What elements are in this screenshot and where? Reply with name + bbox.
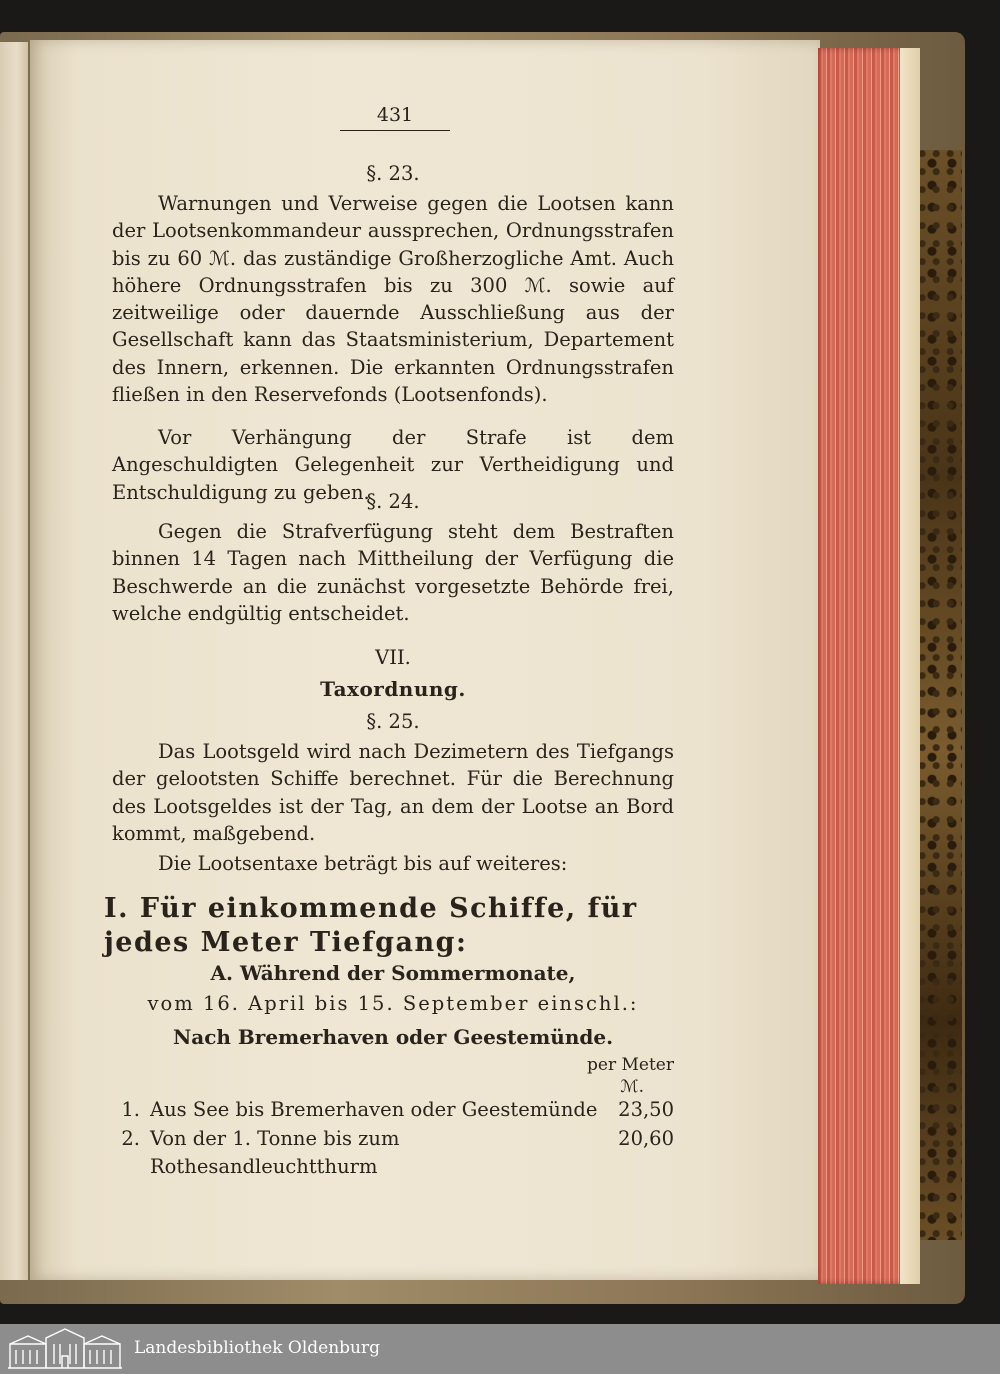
destination-heading: Nach Bremerhaven oder Geestemünde.: [172, 1025, 614, 1049]
footer-bar: [0, 1324, 1000, 1374]
section-23-text: Warnungen und Verweise gegen die Lootsen kann der Lootsenkommandeur aussprechen, Ordnungsstrafen bis zu 60 ℳ. das zuständige Großherzogliche Amt. Auch höhere Ordnungsstrafen bis zu 300 ℳ. sowie auf zeitweilige oder dauernde Ausschließung aus der Gesellschaft kann das Staatsministerium, Departement des Innern, erkennen. Die erkannten Ordnungsstrafen fließen in den Reservefonds (Lootsenfonds).: [112, 192, 674, 407]
table-row: [104, 1125, 674, 1180]
section-24-heading: §. 24.: [366, 490, 420, 513]
section-23-heading: §. 23.: [366, 162, 420, 185]
section-25-heading: §. 25.: [366, 710, 420, 733]
part-title: Taxordnung.: [320, 677, 466, 701]
section-25-text: Das Lootsgeld wird nach Dezimetern des Tiefgangs der gelootsten Schiffe berechnet. Für die Berechnung des Lootsgeldes ist der Tag, an dem der Lootse an Bord kommt, maßgebend.: [112, 740, 674, 845]
row-label: Aus See bis Bremerhaven oder Geestemünde: [150, 1098, 598, 1121]
part-heading: VII.: [375, 646, 411, 669]
page-edge-strip: [900, 48, 920, 1284]
page-number: 431: [376, 104, 414, 126]
marbled-cover: [918, 150, 962, 1240]
section-25-text-2: Die Lootsentaxe beträgt bis auf weiteres:: [158, 852, 568, 875]
tariff-table: [104, 1096, 674, 1180]
section-23-text-2: Vor Verhängung der Strafe ist dem Angeschuldigten Gelegenheit zur Vertheidigung und Entschuldigung zu geben.: [112, 426, 674, 504]
table-row: [104, 1096, 674, 1123]
row-value: 23,50: [618, 1098, 674, 1121]
footer-label: Landesbibliothek Oldenburg: [134, 1338, 381, 1358]
date-range: vom 16. April bis 15. September einschl.:: [147, 992, 639, 1015]
row-number: 2.: [121, 1127, 140, 1151]
unit-line-1: per Meter: [587, 1055, 674, 1075]
section-I-heading: I. Für einkommende Schiffe, für jedes Meter Tiefgang:: [104, 893, 638, 958]
page-number-rule: [340, 130, 450, 131]
subsection-A-heading: A. Während der Sommermonate,: [210, 961, 576, 985]
row-number: 1.: [121, 1098, 140, 1121]
row-value: 20,60: [618, 1127, 674, 1151]
unit-line-2: ℳ.: [620, 1077, 644, 1097]
unit-label: [112, 1054, 674, 1098]
library-building-icon: [6, 1326, 124, 1370]
row-label: Von der 1. Tonne bis zum Rothesandleuchtthurm: [150, 1127, 400, 1178]
left-page-edge: [0, 42, 28, 1280]
section-24-text: Gegen die Strafverfügung steht dem Bestraften binnen 14 Tagen nach Mittheilung der Verfügung die Beschwerde an die zunächst vorgesetzte Behörde frei, welche endgültig entscheidet.: [112, 520, 674, 625]
